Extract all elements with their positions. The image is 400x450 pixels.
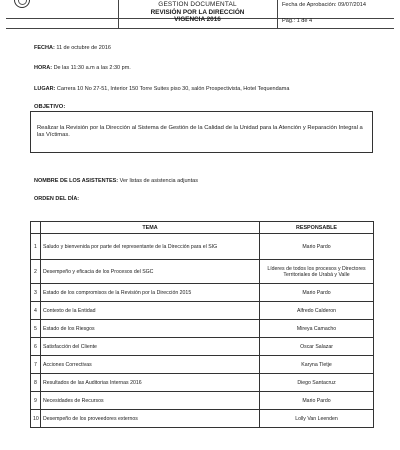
row-tema: Contexto de la Entidad <box>41 302 260 320</box>
table-row <box>31 338 374 356</box>
hora-value: De las 11:30 a.m a las 2:30 pm. <box>53 65 131 71</box>
hora-label: HORA: <box>34 65 53 71</box>
table-row <box>31 356 374 374</box>
page-number: Pág.: 1 de 4 <box>282 18 313 24</box>
row-num: 5 <box>31 320 41 338</box>
document-header <box>0 0 400 28</box>
process-name: GESTION DOCUMENTAL <box>158 1 237 8</box>
orden-label: ORDEN DEL DÍA: <box>34 196 80 202</box>
row-tema: Acciones Correctivas <box>41 356 260 374</box>
table-row <box>31 234 374 260</box>
table-row <box>31 302 374 320</box>
doc-title-line2: VIGENCIA 2016 <box>174 16 221 23</box>
fecha-field <box>34 45 111 51</box>
table-row <box>31 392 374 410</box>
row-tema: Resultados de las Auditorias Internas 2016 <box>41 374 260 392</box>
table-row <box>31 374 374 392</box>
objetivo-box <box>30 111 373 153</box>
row-tema: Desempeño de los proveedores externos <box>41 410 260 428</box>
col-tema: TEMA <box>41 222 260 234</box>
row-num: 4 <box>31 302 41 320</box>
row-responsable: Diego Santacruz <box>260 374 374 392</box>
fecha-value: 11 de octubre de 2016 <box>56 45 111 51</box>
row-tema: Desempeño y eficacia de los Procesos del SGC <box>41 260 260 284</box>
row-num: 2 <box>31 260 41 284</box>
row-responsable: Mario Pardo <box>260 284 374 302</box>
row-responsable: Mireya Camacho <box>260 320 374 338</box>
row-tema: Estado de los Riesgos <box>41 320 260 338</box>
row-num: 10 <box>31 410 41 428</box>
row-responsable: Mario Pardo <box>260 234 374 260</box>
row-tema: Necesidades de Recursos <box>41 392 260 410</box>
agenda-header-row <box>31 222 374 234</box>
row-responsable: Oscar Salazar <box>260 338 374 356</box>
row-responsable: Lolly Van Leenden <box>260 410 374 428</box>
row-responsable: Líderes de todos los procesos y Directores Territoriales de Urabá y Valle <box>260 260 374 284</box>
row-tema: Saludo y bienvenida por parte del representante de la Dirección para el SIG <box>41 234 260 260</box>
row-responsable: Alfredo Calderon <box>260 302 374 320</box>
asistentes-field <box>34 178 198 184</box>
approval-date: Fecha de Aprobación: 09/07/2014 <box>282 2 366 8</box>
row-num: 9 <box>31 392 41 410</box>
row-tema: Satisfacción del Cliente <box>41 338 260 356</box>
row-num: 8 <box>31 374 41 392</box>
agenda-table <box>30 221 374 428</box>
lugar-field <box>34 86 289 92</box>
asistentes-label: NOMBRE DE LOS ASISTENTES: <box>34 178 119 184</box>
row-num: 3 <box>31 284 41 302</box>
lugar-label: LUGAR: <box>34 86 56 92</box>
row-responsable: Karyna Tletje <box>260 356 374 374</box>
table-row <box>31 260 374 284</box>
row-num: 1 <box>31 234 41 260</box>
table-row <box>31 284 374 302</box>
asistentes-value: Ver listas de asistencia adjuntas <box>119 178 198 184</box>
row-responsable: Mario Pardo <box>260 392 374 410</box>
table-row <box>31 320 374 338</box>
row-num: 6 <box>31 338 41 356</box>
entity-logo <box>14 0 106 14</box>
hora-field <box>34 65 131 71</box>
table-row <box>31 410 374 428</box>
col-responsable: RESPONSABLE <box>260 222 374 234</box>
objetivo-text: Realizar la Revisión por la Dirección al Sistema de Gestión de la Calidad de la Unidad para la Atención y Reparación Integral a las Víctimas. <box>37 125 363 139</box>
seal-icon <box>14 0 30 8</box>
fecha-label: FECHA: <box>34 45 55 51</box>
lugar-value: Carrera 10 No 27-51, Interior 150 Torre Suites piso 30, salón Prospectivista, Hotel Tequendama <box>56 86 290 92</box>
doc-title-line1: REVISIÓN POR LA DIRECCIÓN <box>150 9 245 16</box>
row-num: 7 <box>31 356 41 374</box>
entity-name <box>34 0 69 1</box>
row-tema: Estado de los compromisos de la Revisión por la Dirección 2015 <box>41 284 260 302</box>
objetivo-label: OBJETIVO: <box>34 104 66 110</box>
